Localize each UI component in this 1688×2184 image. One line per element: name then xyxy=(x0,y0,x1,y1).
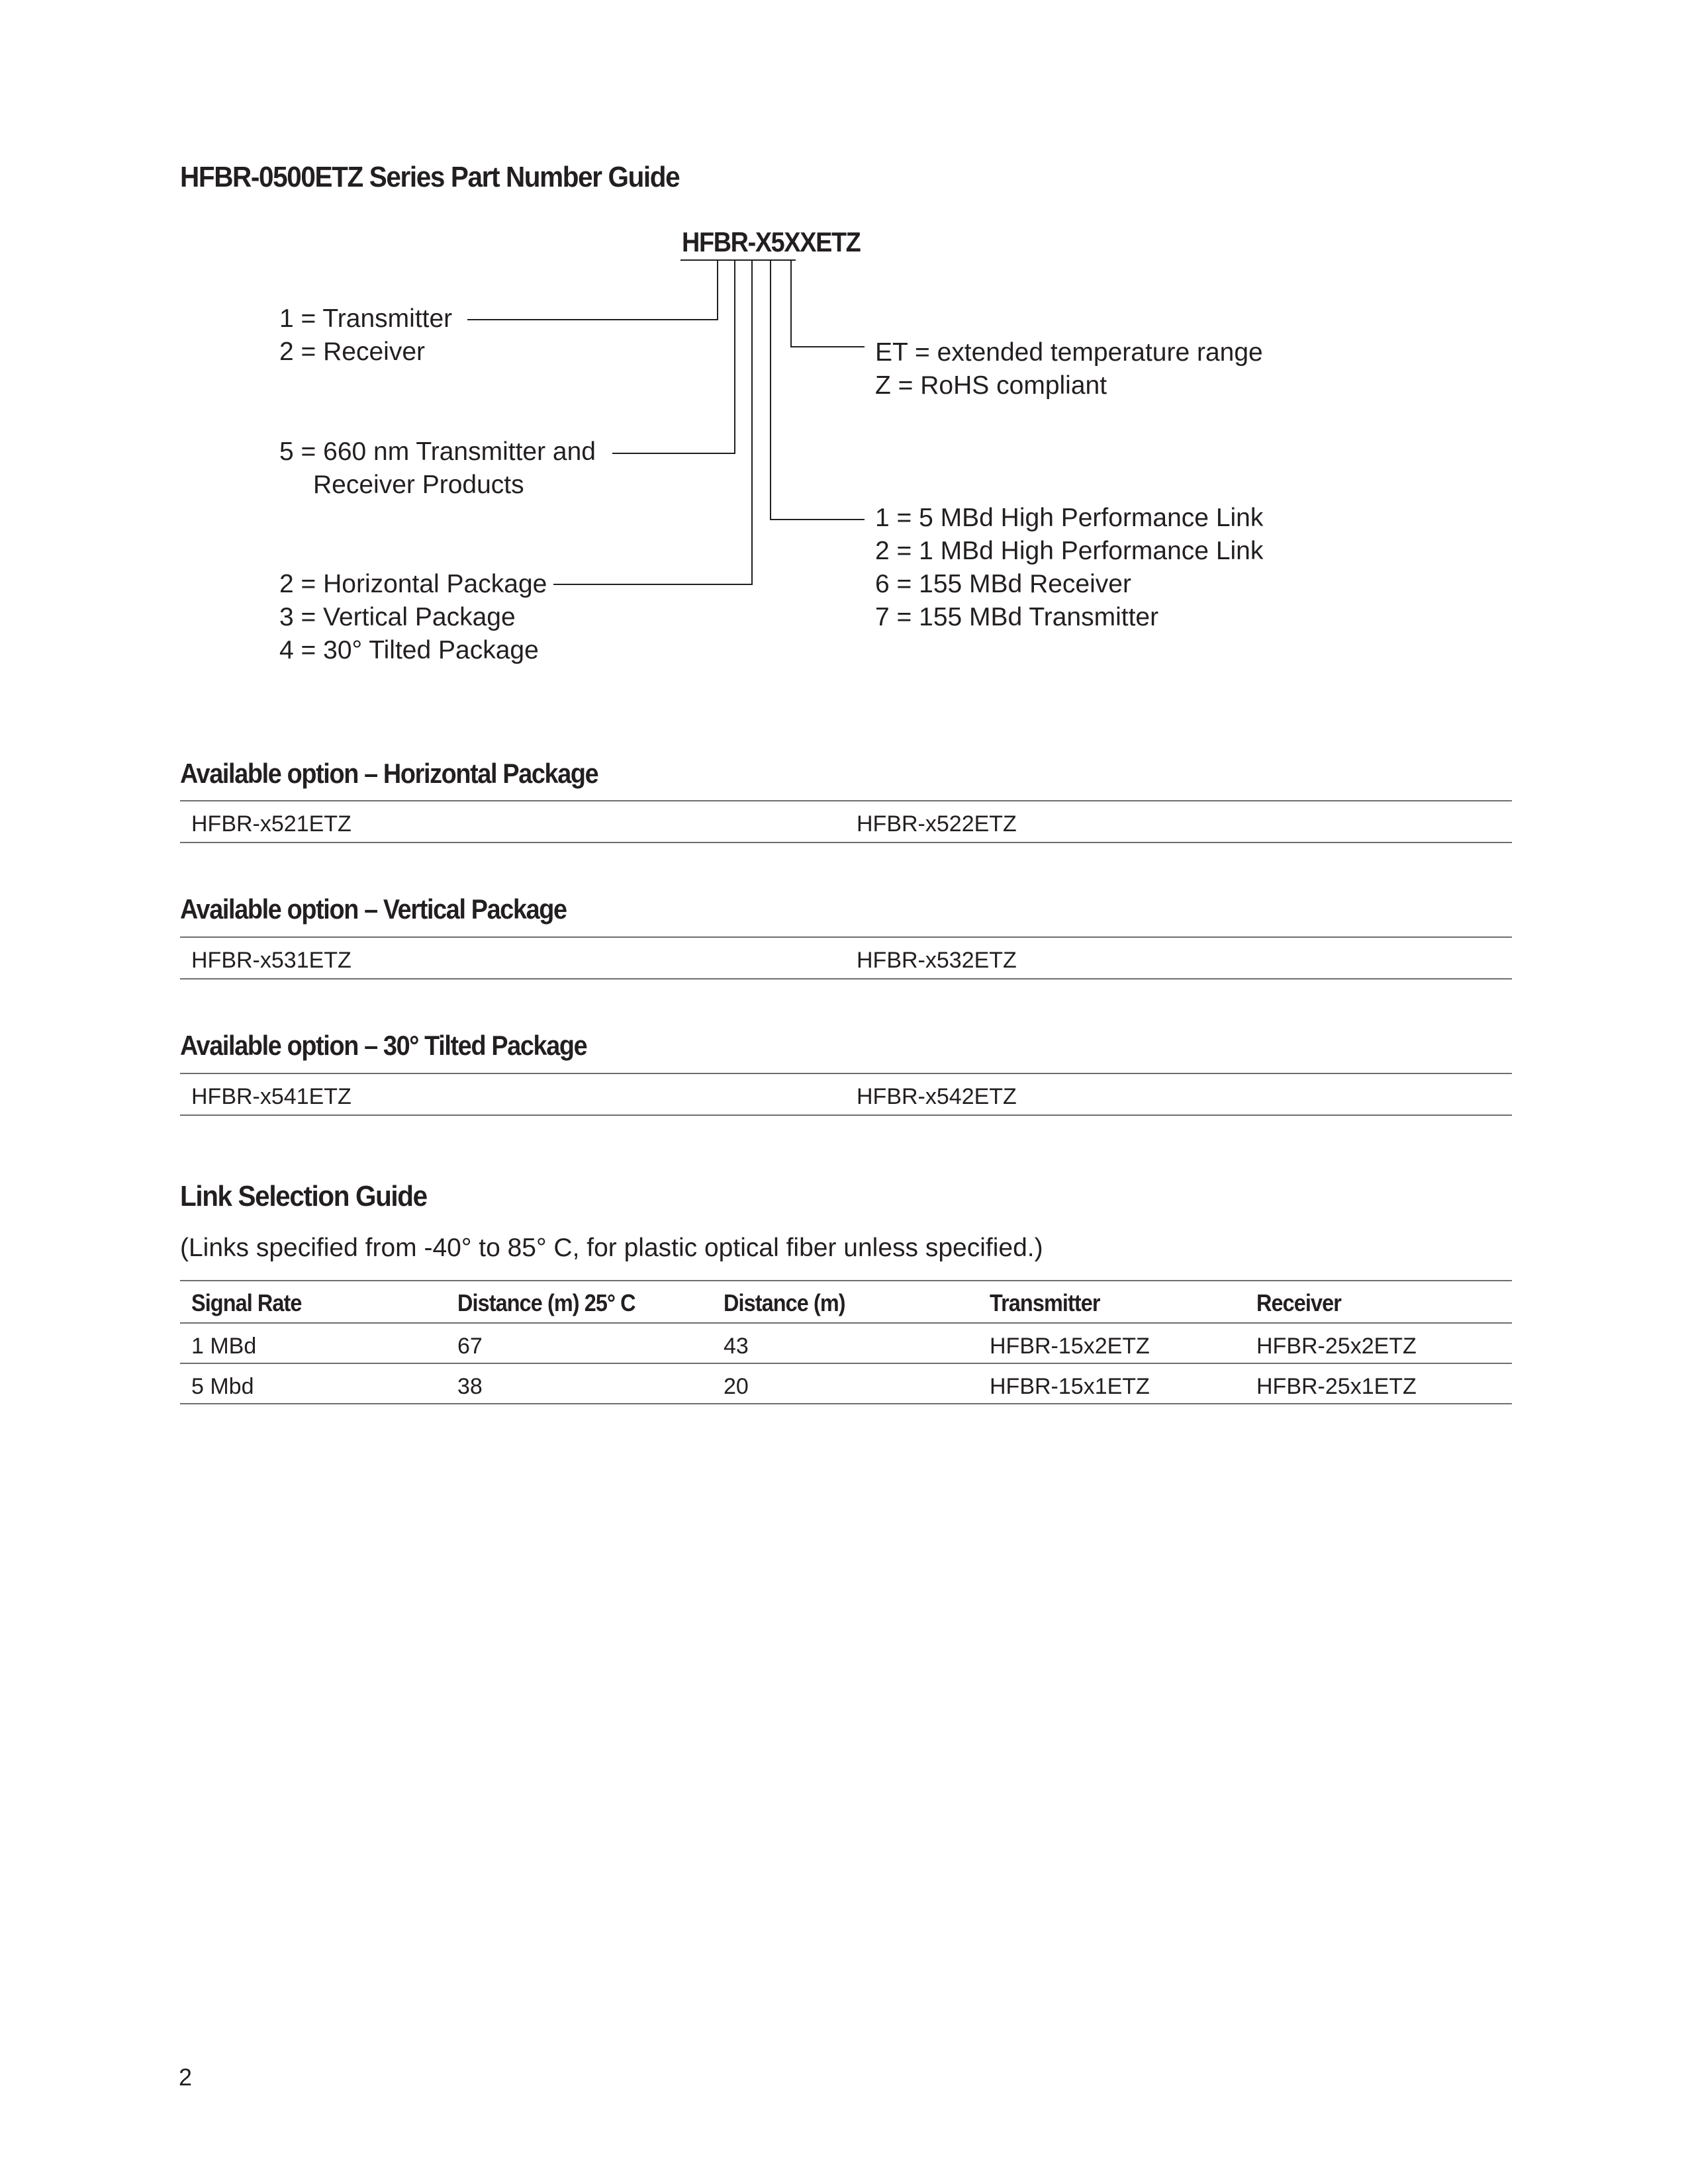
part-cell: HFBR-x542ETZ xyxy=(857,1084,1017,1109)
table-rule xyxy=(180,1403,1512,1404)
diagram-option-wavelength: 5 = 660 nm Transmitter and Receiver Products xyxy=(279,437,596,499)
column-header: Distance (m) xyxy=(724,1289,845,1316)
part-cell: HFBR-x522ETZ xyxy=(857,811,1017,837)
table-rule xyxy=(180,1280,1512,1281)
part-cell: HFBR-x532ETZ xyxy=(857,948,1017,973)
column-header: Receiver xyxy=(1256,1289,1341,1316)
part-cell: HFBR-x541ETZ xyxy=(191,1084,352,1109)
diagram-option-package: 2 = Horizontal Package 3 = Vertical Package 4 = 30° Tilted Package xyxy=(279,570,547,664)
table-rule xyxy=(180,936,1512,938)
section-heading: Link Selection Guide xyxy=(180,1180,427,1212)
table-rule xyxy=(180,1115,1512,1116)
option-heading: Available option – 30° Tilted Package xyxy=(180,1030,587,1061)
diagram-option-link-type: 1 = 5 MBd High Performance Link 2 = 1 MBd High Performance Link 6 = 155 MBd Receiver 7 = 155 MBd Transmitter xyxy=(875,504,1264,631)
column-header: Distance (m) 25° C xyxy=(457,1289,635,1316)
column-header: Signal Rate xyxy=(191,1289,302,1316)
part-number-code: HFBR-X5XXETZ xyxy=(682,226,861,257)
diagram-option-transmitter-receiver: 1 = Transmitter 2 = Receiver xyxy=(279,304,453,366)
page-title: HFBR-0500ETZ Series Part Number Guide xyxy=(180,161,680,193)
table-rule xyxy=(180,978,1512,979)
table-rule xyxy=(180,1363,1512,1364)
option-heading: Available option – Vertical Package xyxy=(180,893,567,925)
table-rule xyxy=(180,1322,1512,1324)
part-cell: HFBR-x521ETZ xyxy=(191,811,352,837)
option-heading: Available option – Horizontal Package xyxy=(180,758,598,789)
section-note: (Links specified from -40° to 85° C, for plastic optical fiber unless specified.) xyxy=(180,1234,1043,1262)
part-cell: HFBR-x531ETZ xyxy=(191,948,352,973)
page-number: 2 xyxy=(179,2064,193,2091)
table-rule xyxy=(180,800,1512,801)
table-rule xyxy=(180,842,1512,843)
table-rule xyxy=(180,1073,1512,1074)
column-header: Transmitter xyxy=(990,1289,1100,1316)
diagram-option-suffix: ET = extended temperature range Z = RoHS compliant xyxy=(875,338,1263,400)
